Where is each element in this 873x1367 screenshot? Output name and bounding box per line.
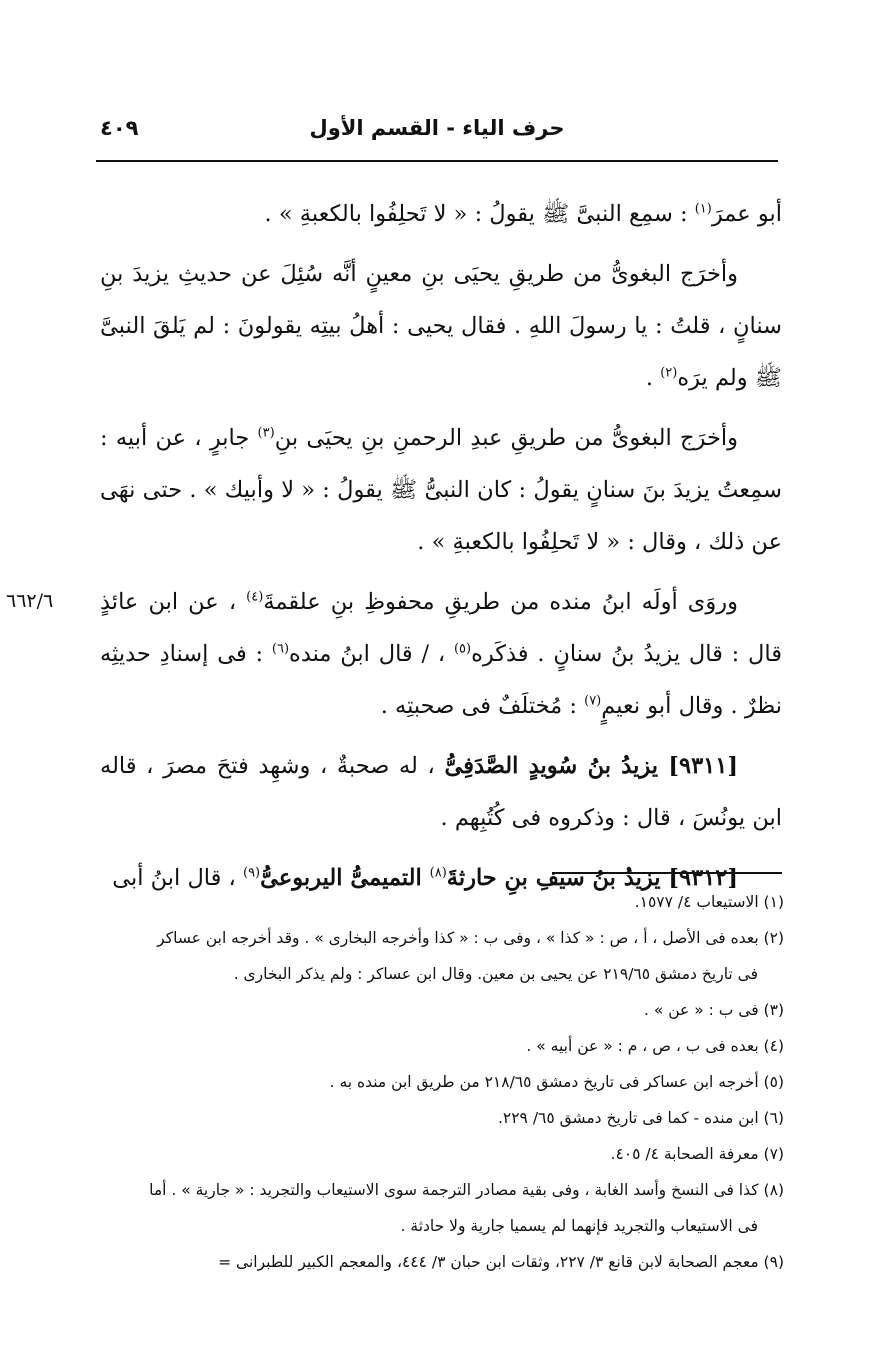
- paragraph-2: [100, 248, 782, 404]
- header-rule: [96, 160, 778, 162]
- footnote-8-continuation: فى الاستيعاب والتجريد فإنهما لم يسميا جارية ولا حادثة .: [400, 1217, 758, 1235]
- text-span: .: [645, 365, 661, 391]
- text-span: ، قال ابنُ أبى: [112, 865, 243, 891]
- footnote-3: (٣) فى ب : « عن » .: [643, 1001, 784, 1019]
- paragraph-4: [100, 576, 782, 732]
- footnote-ref-3[interactable]: (٣): [257, 425, 275, 441]
- footnote-9: (٩) معجم الصحابة لابن قانع ٣/ ٢٢٧، وثقات ابن حبان ٣/ ٤٤٤، والمعجم الكبير للطبرانى =: [218, 1253, 784, 1271]
- paragraph-3: [100, 412, 782, 568]
- text-span: أبو عمرَ: [711, 201, 782, 227]
- page-header: [96, 116, 778, 152]
- text-span: وأخرَج البغوىُّ من طريقِ يحيَى بنِ معينٍ أنَّه سُئِلَ عن حديثِ يزيدَ بنِ سنانٍ ، قلتُ : يا رسولَ اللهِ . فقال يحيى : أهلُ بيتِه يقولونَ : لم يَلقَ النبىَّ ﷺ ولم يرَه: [100, 261, 782, 391]
- entry-heading-cont: التميمىُّ اليربوعىُّ: [260, 865, 430, 891]
- footnote-ref-1[interactable]: (١): [694, 201, 712, 217]
- margin-note: ٦٦٢/٦: [6, 590, 54, 612]
- footnotes: [100, 884, 784, 1280]
- footnote-2: (٢) بعده فى الأصل ، أ ، ص : « كذا » ، وفى ب : « كذا وأخرجه البخارى » . وقد أخرجه ابن عساكر: [157, 929, 784, 947]
- text-span: وأخرَج البغوىُّ من طريقِ عبدِ الرحمنِ بنِ يحيَى بنِ: [274, 425, 738, 451]
- text-span: : سمِع النبىَّ ﷺ يقولُ : « لا تَحلِفُوا بالكعبةِ » .: [264, 201, 695, 227]
- footnote-ref-9[interactable]: (٩): [242, 865, 261, 881]
- footnote-4: (٤) بعده فى ب ، ص ، م : « عن أبيه » .: [526, 1037, 784, 1055]
- footnote-ref-5[interactable]: (٥): [453, 641, 472, 657]
- footnote-8: (٨) كذا فى النسخ وأسد الغابة ، وفى بقية مصادر الترجمة سوى الاستيعاب والتجريد : « جارية » . أما: [149, 1181, 784, 1199]
- page-number: ٤٠٩: [100, 116, 139, 140]
- text-span: ، له صحبةٌ ، وشهِد فتحَ مصرَ ، قاله ابن يونُسَ ، قال : وذكروه فى كُتُبِهم .: [100, 753, 782, 831]
- footnote-ref-2[interactable]: (٢): [660, 365, 678, 381]
- running-title: حرف الياء - القسم الأول: [309, 116, 565, 140]
- footnote-1: (١) الاستيعاب ٤/ ١٥٧٧.: [634, 893, 784, 911]
- footnote-ref-7[interactable]: (٧): [584, 693, 602, 709]
- footnote-separator: [552, 872, 782, 874]
- text-span: وروَى أولَه ابنُ منده من طريقِ محفوظِ بنِ علقمةَ: [263, 589, 738, 615]
- entry-heading: [٩٣١١] يزيدُ بنُ سُويدٍ الصَّدَفِىُّ: [444, 753, 738, 779]
- footnote-ref-4[interactable]: (٤): [246, 589, 264, 605]
- text-span: ، / قال ابنُ منده: [289, 641, 454, 667]
- body-text: [100, 188, 782, 904]
- entry-9311: [100, 740, 782, 844]
- footnote-6: (٦) ابن منده - كما فى تاريخ دمشق ٦٥/ ٢٢٩.: [497, 1109, 784, 1127]
- footnote-5: (٥) أخرجه ابن عساكر فى تاريخ دمشق ٢١٨/٦٥ من طريق ابن منده به .: [329, 1073, 784, 1091]
- footnote-ref-6[interactable]: (٦): [271, 641, 290, 657]
- entry-heading: [٩٣١٢] يزيدُ بنُ سيفِ بنِ حارثةَ: [446, 865, 738, 891]
- paragraph-1: [100, 188, 782, 240]
- text-span: : مُختلَفٌ فى صحبتِه .: [380, 693, 585, 719]
- text-span: جابرٍ ، عن أبيه : سمِعتُ يزيدَ بنَ سنانٍ يقولُ : كان النبىُّ ﷺ يقولُ : « لا وأبيك » . حتى نهَى عن ذلك ، وقال : « لا تَحلِفُوا بالكعبةِ » .: [100, 425, 782, 555]
- footnote-ref-8[interactable]: (٨): [429, 865, 447, 881]
- footnote-7: (٧) معرفة الصحابة ٤/ ٤٠٥.: [610, 1145, 784, 1163]
- text-span: ، عن ابن عائذٍ قال : قال يزيدُ بنُ سنانٍ . فذكَره: [100, 589, 782, 667]
- text-span: : فى إسنادِ حديثِه نظرٌ . وقال أبو نعيمٍ: [100, 641, 782, 719]
- footnote-2-continuation: فى تاريخ دمشق ٢١٩/٦٥ عن يحيى بن معين. وقال ابن عساكر : ولم يذكر البخارى .: [233, 965, 758, 983]
